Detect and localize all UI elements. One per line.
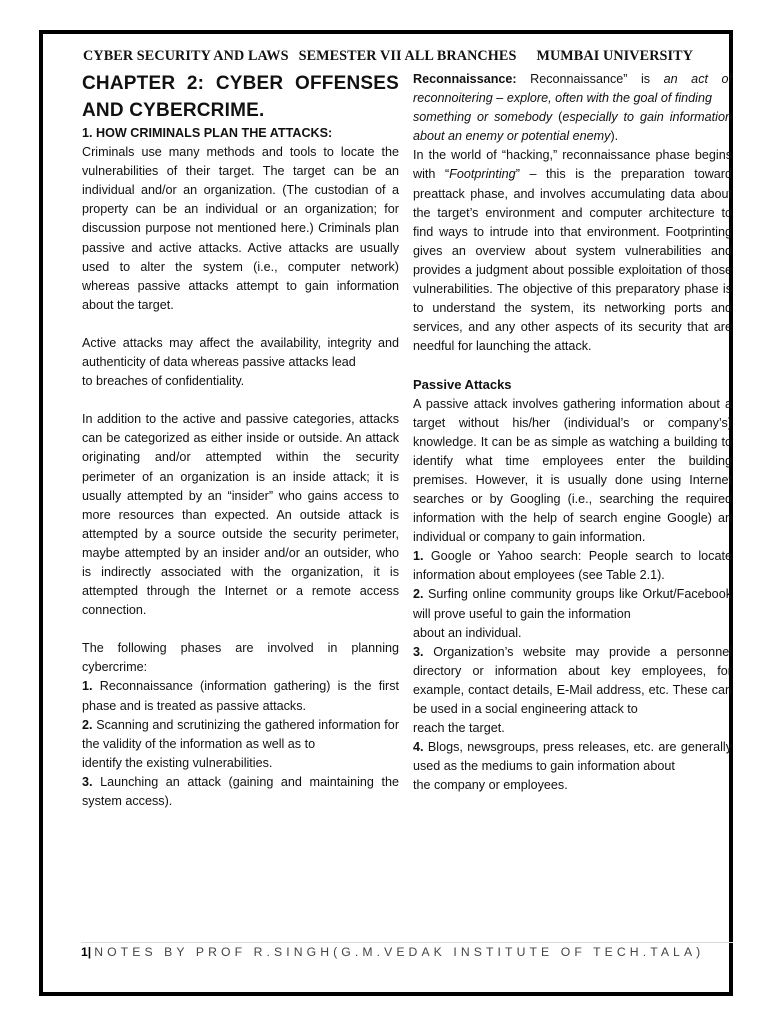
reconnaissance-definition (413, 70, 732, 108)
passive-attacks-heading: Passive Attacks (413, 377, 512, 393)
phase-1-number: 1. (82, 679, 93, 694)
phase-3-number: 3. (82, 774, 93, 789)
reconnaissance-italic-1: an act of reconnoitering – explore, often with the goal of finding (413, 72, 733, 106)
item-2-number: 2. (413, 587, 424, 602)
passive-item-3-cont: reach the target. (413, 721, 505, 736)
passive-item-1 (413, 547, 732, 585)
page-footer (81, 945, 704, 959)
right-column (413, 70, 732, 795)
phases-intro: The following phases are involved in planning cybercrime: (82, 641, 399, 675)
paragraph-inside-outside: In addition to the active and passive categories, attacks can be categorized as either inside or outside. An attack originating and/or attempted within the security perimeter of an organization is an inside attack; it is usually attempted by an “insider” who gains access to more resources than expected. An outside attack is attempted by a source outside the security perimeter, maybe attempted by an insider and/or an outsider, who is indirectly associated with the organization, it is attempted through the Internet or a remote access connection. (82, 412, 399, 618)
reconnaissance-italic-3: especially to gain information about an enemy or potential enemy (413, 110, 732, 144)
passive-item-3 (413, 643, 732, 719)
reconnaissance-label: Reconnaissance: (413, 72, 517, 86)
item-2-text: Surfing online community groups like Orkut/Facebook will prove useful to gain the information (413, 587, 732, 621)
paragraph-active-attacks-cont: to breaches of confidentiality. (82, 374, 245, 389)
chapter-title: CHAPTER 2: CYBER OFFENSES AND CYBERCRIME. (82, 73, 399, 121)
section-heading: 1. HOW CRIMINALS PLAN THE ATTACKS: (82, 126, 333, 140)
item-1-number: 1. (413, 549, 424, 564)
item-3-text: Organization’s website may provide a personnel directory or information about key employees, for example, contact details, E-Mail address, etc. These can be used in a social engineering attack to (413, 644, 732, 716)
item-4-number: 4. (413, 740, 424, 755)
phase-2-number: 2. (82, 717, 93, 732)
item-3-number: 3. (413, 644, 424, 659)
passive-item-4-cont: the company or employees. (413, 778, 568, 793)
phase-item-1 (82, 677, 399, 715)
paragraph-criminals: Criminals use many methods and tools to locate the vulnerabilities of their target. The target can be an individual and/or an organization. (The custodian of a property can be an individual or an organization; for discussion purpose not mentioned here.) Criminals plan passive and active attacks. Active attacks are usually used to alter the system (i.e., computer network) whereas passive attacks attempt to gain information about the target. (82, 145, 399, 312)
footer-divider (81, 942, 733, 943)
page-number: 1 (81, 945, 88, 959)
phase-item-2-cont: identify the existing vulnerabilities. (82, 755, 273, 770)
phase-item-2 (82, 716, 399, 754)
reconnaissance-plain: Reconnaissance” is (530, 72, 651, 86)
page-frame (39, 30, 733, 996)
footprinting-term: Footprinting (449, 167, 516, 182)
footprinting-text-b: ” – this is the preparation toward preattack phase, and involves accumulating data about the target’s environment and computer architecture to find ways to intrude into that environment. Footprinting gives an overview about system vulnerabilities and provides a judgment about possible exploitation of those vulnerabilities. The objective of this preparatory phase is to understand the system, its networking ports and services, and any other aspects of its security that are needful for launching the attack. (413, 167, 733, 354)
header-course: CYBER SECURITY AND LAWS (83, 48, 289, 64)
page-header (83, 48, 733, 65)
item-1-text: Google or Yahoo search: People search to locate information about employees (see Table 2.1). (413, 549, 732, 583)
phase-3-text: Launching an attack (gaining and maintaining the system access). (82, 774, 399, 808)
phase-2-text: Scanning and scrutinizing the gathered information for the validity of the information as well as to (82, 717, 400, 751)
phase-item-3 (82, 773, 399, 811)
passive-item-4 (413, 738, 732, 776)
paragraph-active-attacks: Active attacks may affect the availability, integrity and authenticity of data whereas passive attacks lead (82, 335, 399, 370)
phase-1-text: Reconnaissance (information gathering) is the first phase and is treated as passive attacks. (82, 679, 399, 713)
header-semester: SEMESTER VII ALL BRANCHES (298, 48, 517, 64)
paragraph-footprinting (413, 146, 732, 356)
passive-item-2-cont: about an individual. (413, 625, 522, 640)
item-4-text: Blogs, newsgroups, press releases, etc. are generally used as the mediums to gain information about (413, 740, 733, 774)
passive-item-2 (413, 585, 732, 623)
header-university: MUMBAI UNIVERSITY (536, 48, 694, 64)
footer-separator: | (87, 945, 92, 959)
footprinting-text-a: In the world of “hacking,” reconnaissance phase begins with “ (413, 148, 732, 182)
paragraph-passive-attack: A passive attack involves gathering information about a target without his/her (individual’s or company’s) knowledge. It can be as simple as watching a building to identify what time employees enter the building premises. However, it is usually done using Internet searches or by Googling (i.e., searching the required information with the help of search engine Google) an individual or company to gain information. (413, 396, 732, 545)
reconnaissance-definition-cont: something or somebody (especially to gain information about an enemy or potential enemy). (413, 110, 732, 144)
left-column (82, 70, 399, 811)
reconnaissance-italic-2: something or somebody (413, 110, 553, 125)
footer-notes: NOTES BY PROF R.SINGH(G.M.VEDAK INSTITUTE OF TECH.TALA) (94, 945, 705, 959)
